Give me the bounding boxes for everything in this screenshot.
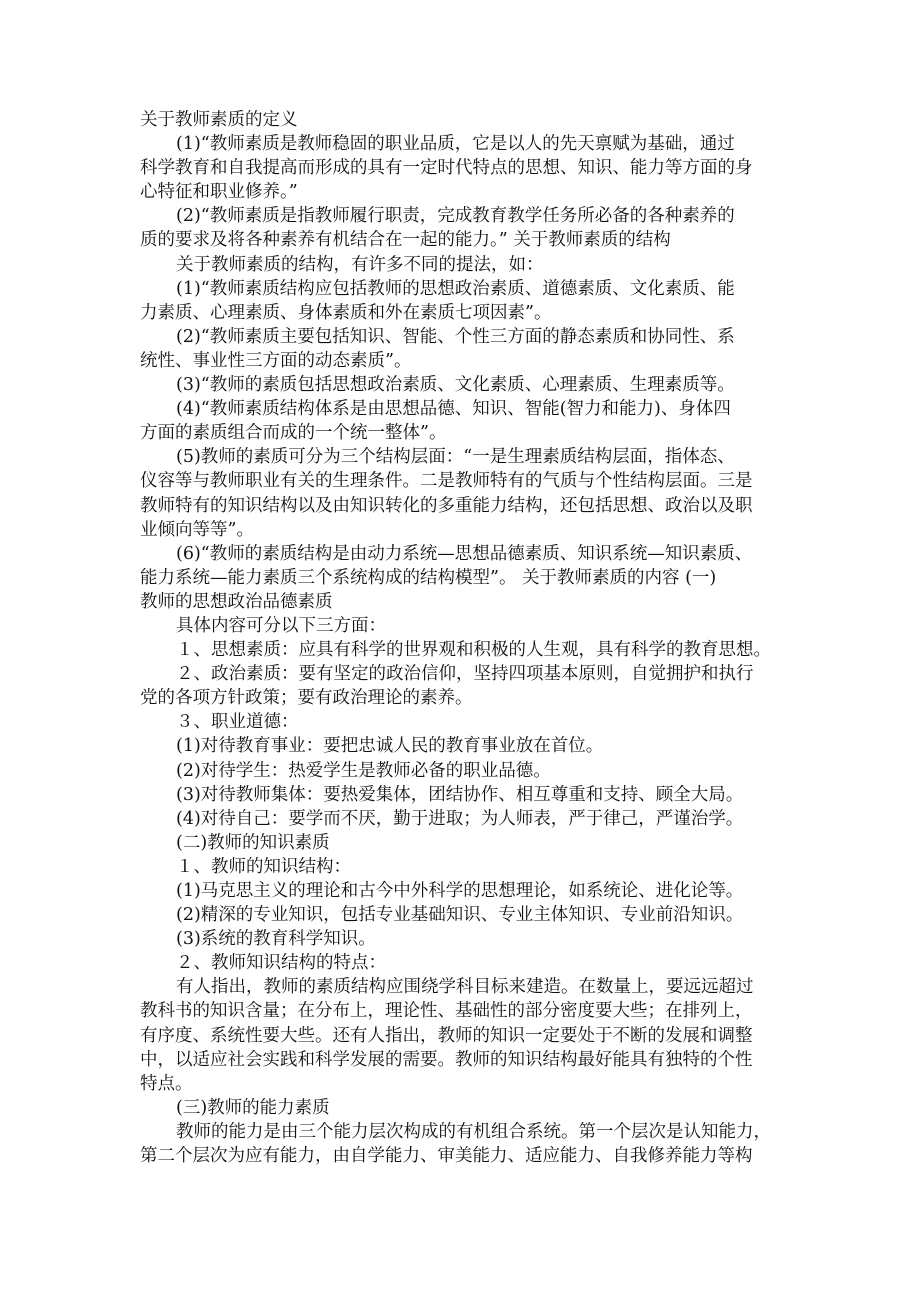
text-line: (2)“教师素质是指教师履行职责，完成教育教学任务所必备的各种素养的 (176, 206, 735, 227)
text-line: (1)马克思主义的理论和古今中外科学的思想理论，如系统论、进化论等。 (176, 881, 744, 901)
text-line: 业倾向等等”。 (140, 519, 254, 540)
text-line: １、教师的知识结构： (176, 856, 351, 877)
document-page (140, 108, 785, 1168)
text-line: 方面的素质组合而成的一个统一整体”。 (140, 423, 447, 444)
text-line: (2)“教师素质主要包括知识、智能、个性三方面的静态素质和协同性、系 (176, 326, 735, 347)
text-line: (4)对待自己：要学而不厌，勤于进取；为人师表，严于律己，严谨治学。 (176, 808, 744, 829)
text-line: 教师的能力是由三个能力层次构成的有机组合系统。第一个层次是认知能力， (176, 1121, 771, 1142)
text-line: 能力系统—能力素质三个系统构成的结构模型”。 关于教师素质的内容 (一) (140, 567, 717, 588)
text-line: 质的要求及将各种素养有机结合在一起的能力。” 关于教师素质的结构 (140, 230, 671, 251)
text-line: 仪容等与教师职业有关的生理条件。二是教师特有的气质与个性结构层面。三是 (140, 471, 753, 492)
text-line: 教师的思想政治品德素质 (140, 591, 333, 612)
text-line: 教科书的知识含量；在分布上，理论性、基础性的部分密度要大些；在排列上， (140, 1001, 753, 1022)
text-line: １、思想素质：应具有科学的世界观和积极的人生观，具有科学的教育思想。 (176, 640, 771, 661)
text-line: 有人指出，教师的素质结构应围绕学科目标来建造。在数量上，要远远超过 (176, 977, 754, 998)
text-line: 关于教师素质的定义 (140, 110, 298, 130)
text-line: (3)系统的教育科学知识。 (176, 929, 376, 950)
text-line: 力素质、心理素质、身体素质和外在素质七项因素”。 (140, 302, 552, 323)
text-line: (1)对待教育事业：要把忠诚人民的教育事业放在首位。 (176, 736, 604, 757)
text-line: (1)“教师素质结构应包括教师的思想政治素质、道德素质、文化素质、能 (176, 278, 735, 299)
text-line: 有序度、系统性要大些。还有人指出，教师的知识一定要处于不断的发展和调整 (140, 1025, 753, 1046)
text-line: ２、政治素质：要有坚定的政治信仰，坚持四项基本原则，自觉拥护和执行 (176, 664, 754, 685)
text-line: (3)对待教师集体：要热爱集体，团结协作、相互尊重和支持、顾全大局。 (176, 784, 744, 805)
text-line: 具体内容可分以下三方面： (176, 615, 386, 636)
text-line: 特点。 (140, 1073, 193, 1094)
text-line: (4)“教师素质结构体系是由思想品德、知识、智能(智力和能力)、身体四 (176, 399, 731, 420)
text-line: 教师特有的知识结构以及由知识转化的多重能力结构，还包括思想、政治以及职 (140, 495, 753, 516)
text-line: 党的各项方针政策；要有政治理论的素养。 (140, 688, 473, 709)
text-line: (5)教师的素质可分为三个结构层面：“一是生理素质结构层面，指体态、 (176, 447, 735, 468)
text-line: (2)对待学生：热爱学生是教师必备的职业品德。 (176, 760, 551, 781)
text-line: 中，以适应社会实践和科学发展的需要。教师的知识结构最好能具有独特的个性 (140, 1049, 753, 1070)
text-line: 科学教育和自我提高而形成的具有一定时代特点的思想、知识、能力等方面的身 (140, 158, 753, 179)
text-line: (3)“教师的素质包括思想政治素质、文化素质、心理素质、生理素质等。 (176, 375, 735, 396)
text-line: (三)教师的能力素质 (176, 1097, 330, 1118)
text-line: ２、教师知识结构的特点： (176, 953, 386, 974)
text-line: (6)“教师的素质结构是由动力系统—思想品德素质、知识系统—知识素质、 (176, 543, 753, 564)
text-line: 统性、事业性三方面的动态素质”。 (140, 350, 412, 371)
text-line: (二)教师的知识素质 (176, 832, 330, 853)
text-line: 第二个层次为应有能力，由自学能力、审美能力、适应能力、自我修养能力等构 (140, 1146, 753, 1167)
text-line: (2)精深的专业知识，包括专业基础知识、专业主体知识、专业前沿知识。 (176, 905, 744, 926)
text-line: ３、职业道德： (176, 712, 299, 733)
text-line: 心特征和职业修养。” (140, 182, 298, 203)
text-line: 关于教师素质的结构，有许多不同的提法，如： (176, 254, 544, 275)
text-line: (1)“教师素质是教师稳固的职业品质，它是以人的先天禀赋为基础，通过 (176, 134, 735, 155)
